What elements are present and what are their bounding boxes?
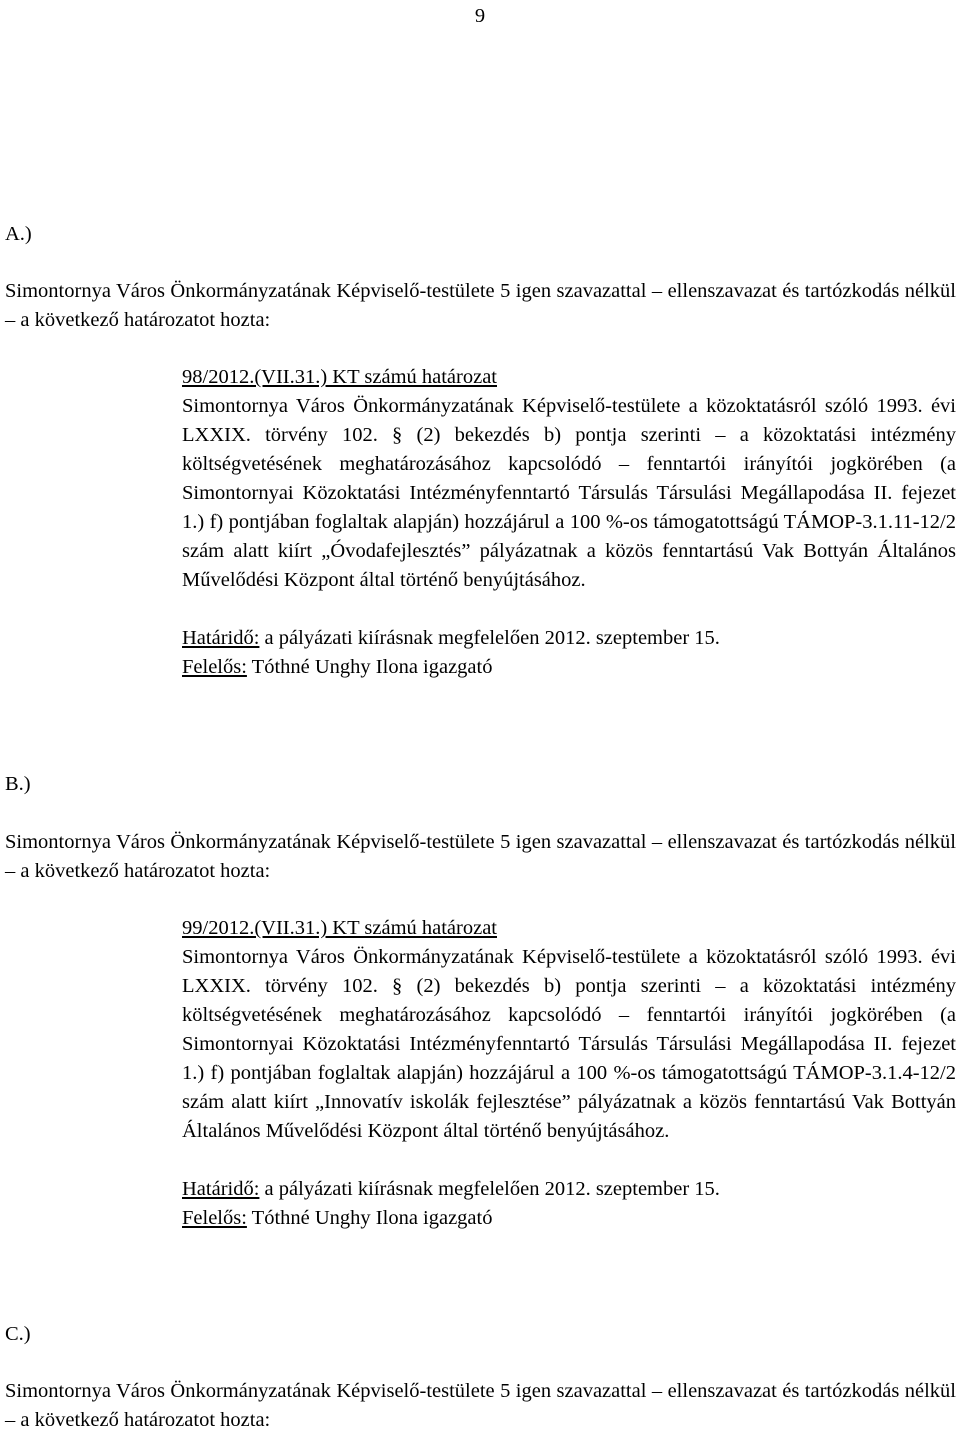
resolution-title: 98/2012.(VII.31.) KT számú határozat (182, 366, 497, 388)
resolution-deadline (182, 1175, 956, 1204)
section-b-resolution (182, 914, 956, 1233)
resolution-deadline (182, 624, 956, 653)
resolution-responsible (182, 653, 956, 682)
section-c-intro: Simontornya Város Önkormányzatának Képviselő-testülete 5 igen szavazattal – ellenszavazat és tartózkodás nélkül – a következő határozatot hozta: (5, 1380, 956, 1431)
section-c-letter: C.) (5, 1323, 31, 1345)
resolution-title: 99/2012.(VII.31.) KT számú határozat (182, 917, 497, 939)
deadline-label: Határidő: (182, 627, 260, 649)
deadline-label: Határidő: (182, 1178, 260, 1200)
resolution-responsible (182, 1204, 956, 1233)
deadline-value: a pályázati kiírásnak megfelelően 2012. szeptember 15. (259, 1178, 720, 1200)
section-b-letter: B.) (5, 773, 31, 795)
section-a-letter: A.) (5, 223, 32, 245)
responsible-label: Felelős: (182, 656, 247, 678)
deadline-value: a pályázati kiírásnak megfelelően 2012. szeptember 15. (259, 627, 720, 649)
resolution-body: Simontornya Város Önkormányzatának Képviselő-testülete a közoktatásról szóló 1993. évi LXXIX. törvény 102. § (2) bekezdés b) pontja szerinti – a közoktatási intézmény költségvetésének meghatározásához kapcsolódó – fenntartói irányítói jogkörében (a Simontornyai Közoktatási Intézményfenntartó Társulás Társulási Megállapodása II. fejezet 1.) f) pontjában foglaltak alapján) hozzájárul a 100 %-os támogatottságú TÁMOP-3.1.4-12/2 szám alatt kiírt „Innovatív iskolák fejlesztése” pályázatnak a közös fenntartású Vak Bottyán Általános Művelődési Központ által történő benyújtásához. (182, 946, 956, 1142)
responsible-value: Tóthné Unghy Ilona igazgató (246, 1207, 493, 1229)
section-b-intro: Simontornya Város Önkormányzatának Képviselő-testülete 5 igen szavazattal – ellenszavazat és tartózkodás nélkül – a következő határozatot hozta: (5, 831, 956, 882)
section-a-intro: Simontornya Város Önkormányzatának Képviselő-testülete 5 igen szavazattal – ellenszavazat és tartózkodás nélkül – a következő határozatot hozta: (5, 280, 956, 331)
responsible-label: Felelős: (182, 1207, 247, 1229)
section-a-resolution (182, 363, 956, 682)
responsible-value: Tóthné Unghy Ilona igazgató (246, 656, 493, 678)
resolution-body: Simontornya Város Önkormányzatának Képviselő-testülete a közoktatásról szóló 1993. évi LXXIX. törvény 102. § (2) bekezdés b) pontja szerinti – a közoktatási intézmény költségvetésének meghatározásához kapcsolódó – fenntartói irányítói jogkörében (a Simontornyai Közoktatási Intézményfenntartó Társulás Társulási Megállapodása II. fejezet 1.) f) pontjában foglaltak alapján) hozzájárul a 100 %-os támogatottságú TÁMOP-3.1.11-12/2 szám alatt kiírt „Óvodafejlesztés” pályázatnak a közös fenntartású Vak Bottyán Általános Művelődési Központ által történő benyújtásához. (182, 395, 956, 591)
page-number: 9 (474, 5, 486, 27)
